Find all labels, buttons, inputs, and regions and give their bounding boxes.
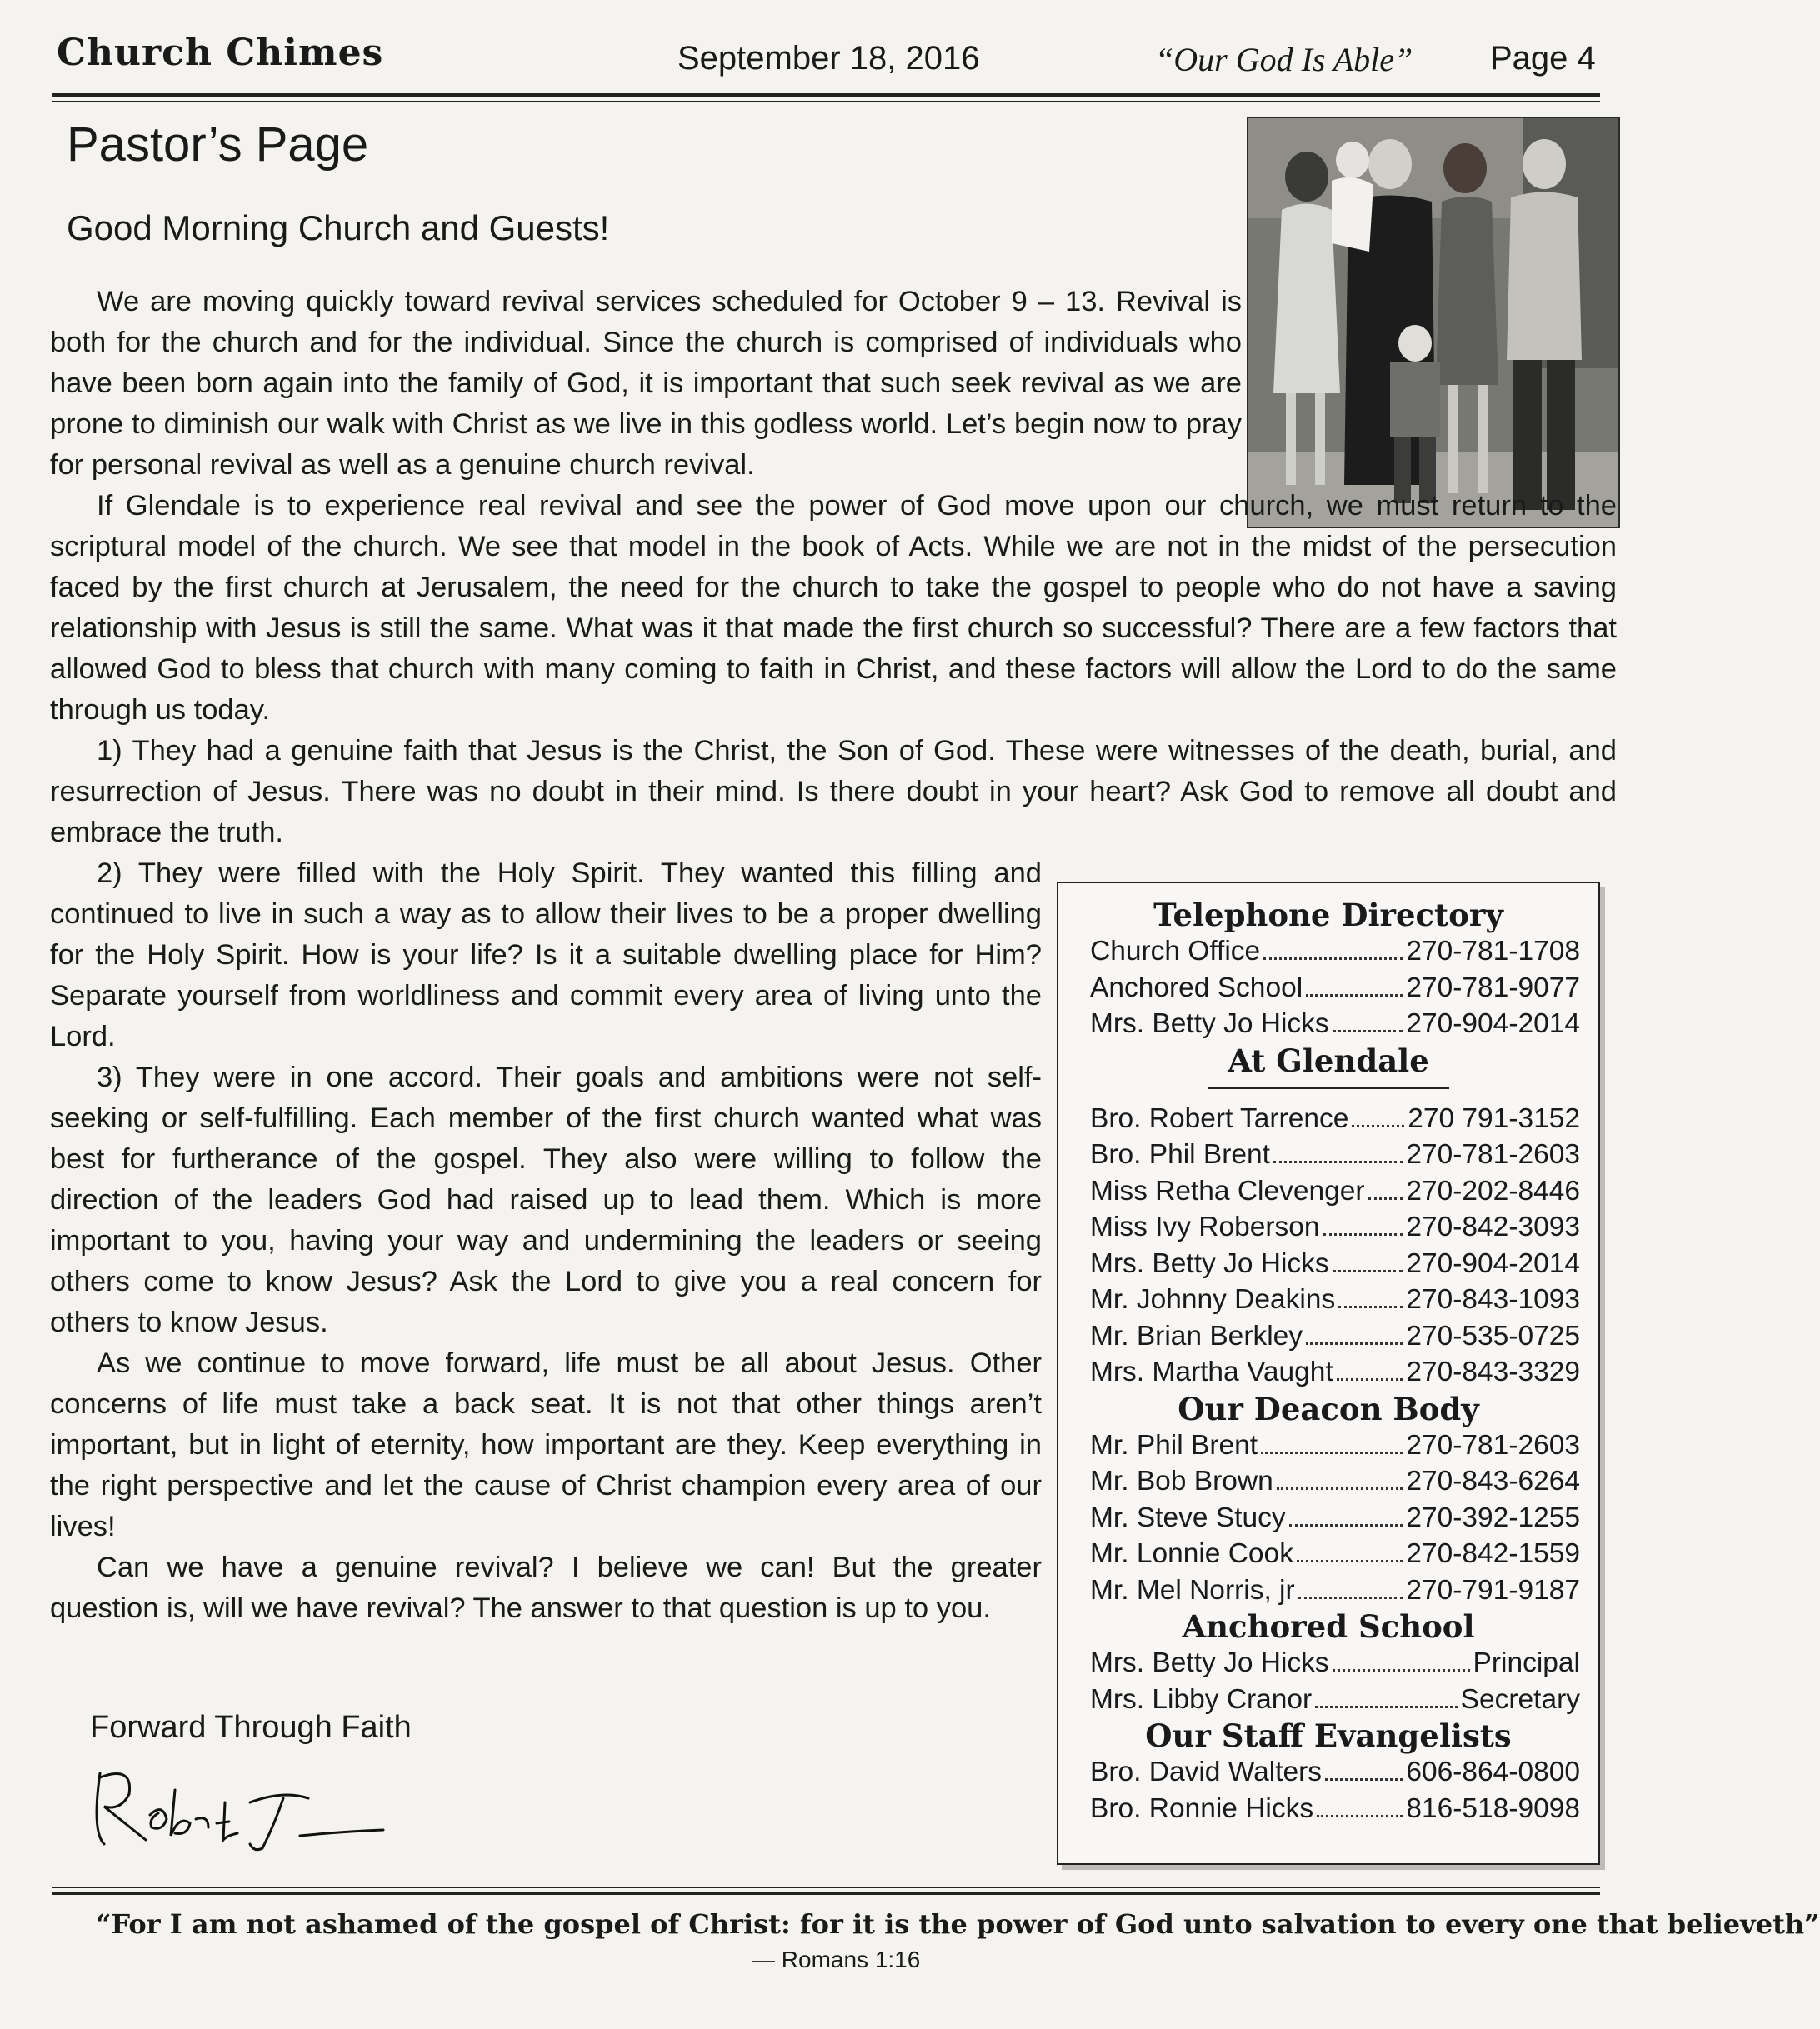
directory-entry: Church Office 270-781-1708 [1090,936,1580,967]
scripture-reference: — Romans 1:16 [752,1947,921,1972]
evangelist-heading: Our Staff Evangelists [1145,1717,1512,1754]
directory-entry: Miss Ivy Roberson 270-842-3093 [1090,1212,1580,1242]
footer-rule [52,1887,1600,1888]
newsletter-title: Church Chimes [57,32,384,74]
directory-entry: Mr. Brian Berkley 270-535-0725 [1090,1320,1580,1352]
divider [1208,1087,1449,1089]
deacon-list [1058,1427,1598,1609]
telephone-directory [1057,882,1600,1865]
directory-entry: Bro. David Walters 606-864-0800 [1090,1757,1580,1787]
directory-entry: Bro. Robert Tarrence 270 791-3152 [1090,1102,1580,1134]
directory-entry: Bro. Phil Brent 270-781-2603 [1090,1139,1580,1170]
school-list [1058,1645,1598,1717]
directory-entry: Miss Retha Clevenger 270-202-8446 [1090,1175,1580,1207]
school-heading: Anchored School [1182,1608,1475,1645]
article-heading: Pastor’s Page [67,117,369,172]
directory-top-list [1058,933,1598,1042]
deacon-heading: Our Deacon Body [1178,1390,1479,1427]
directory-entry: Mrs. Libby Cranor Secretary [1090,1683,1580,1715]
paragraph: 1) They had a genuine faith that Jesus is the Christ, the Son of God. These were witnesses of the death, burial, and resurrection of Jesus. There was no doubt in their mind. Is there doubt in your heart? Ask God to remove all doubt and embrace the truth. [50,735,1617,848]
directory-entry: Mrs. Martha Vaught 270-843-3329 [1090,1357,1580,1387]
paragraph: As we continue to move forward, life must be all about Jesus. Other concerns of life must take a back seat. It is not that other things aren’t important, but in light of eternity, how important are they. Keep everything in the right perspective and let the cause of Christ champion every area of our lives! [50,1347,1042,1542]
paragraph: Can we have a genuine revival? I believe we can! But the greater question is, will we have revival? The answer to that question is up to you. [50,1552,1042,1624]
glendale-heading: At Glendale [1228,1042,1429,1079]
directory-entry: Mr. Johnny Deakins 270-843-1093 [1090,1284,1580,1315]
footer-rule-thick [52,1892,1600,1895]
directory-entry: Mrs. Betty Jo Hicks Principal [1090,1647,1580,1678]
directory-entry: Mrs. Betty Jo Hicks 270-904-2014 [1090,1008,1580,1039]
issue-date: September 18, 2016 [678,40,980,77]
article-greeting: Good Morning Church and Guests! [67,208,610,247]
directory-entry: Mr. Phil Brent 270-781-2603 [1090,1429,1580,1461]
paragraph: 2) They were filled with the Holy Spirit. They wanted this filling and continued to live in such a way as to allow their lives to be a proper dwelling for the Holy Spirit. How is your life? Is it a suitable dwelling place for Him? Separate yourself from worldliness and commit every area of living unto the Lord. [50,857,1042,1052]
scripture-verse: “For I am not ashamed of the gospel of Christ: for it is the power of God unto salvation to every one that believeth” [96,1908,1820,1940]
masthead [57,32,1598,90]
signature [83,1757,400,1857]
header-rule [52,93,1600,97]
directory-entry: Mr. Lonnie Cook 270-842-1559 [1090,1538,1580,1569]
directory-entry: Mr. Bob Brown 270-843-6264 [1090,1466,1580,1497]
closing-line: Forward Through Faith [90,1710,412,1745]
paragraph: If Glendale is to experience real revival and see the power of God move upon our church, we must return to the scriptural model of the church. We see that model in the book of Acts. While we are not in the midst of the persecution faced by the first church at Jerusalem, the need for the church to take the gospel to people who do not have a saving relationship with Jesus is still the same. What was it that made the first church so successful? There are a few factors that allowed God to bless that church with many coming to faith in Christ, and these factors will allow the Lord to do the same through us today. [50,490,1617,726]
directory-entry: Bro. Ronnie Hicks 816-518-9098 [1090,1792,1580,1824]
directory-heading: Telephone Directory [1153,897,1503,933]
glendale-list [1058,1101,1598,1391]
directory-entry: Mrs. Betty Jo Hicks 270-904-2014 [1090,1247,1580,1279]
directory-entry: Anchored School 270-781-9077 [1090,972,1580,1003]
paragraph: We are moving quickly toward revival services scheduled for October 9 – 13. Revival is both for the church and for the individual. Since the church is comprised of individuals who have been born again into the family of God, it is important that such seek revival as we are prone to diminish our walk with Christ as we live in this godless world. Let’s begin now to pray for personal revival as well as a genuine church revival. [50,286,1242,481]
page-number: Page 4 [1490,40,1596,77]
header-rule-thin [52,101,1600,102]
motto: “Our God Is Able” [1155,41,1413,78]
directory-entry: Mr. Mel Norris, jr 270-791-9187 [1090,1574,1580,1606]
evangelist-list [1058,1754,1598,1827]
directory-entry: Mr. Steve Stucy 270-392-1255 [1090,1502,1580,1533]
paragraph: 3) They were in one accord. Their goals and ambitions were not self-seeking or self-fulfilling. Each member of the first church wanted what was best for furtherance of the gospel. They also were willing to follow the direction of the leaders God had raised up to lead them. Which is more important to you, having your way and undermining the leaders or seeing others come to know Jesus? Ask the Lord to give you a real concern for others to know Jesus. [50,1062,1042,1338]
